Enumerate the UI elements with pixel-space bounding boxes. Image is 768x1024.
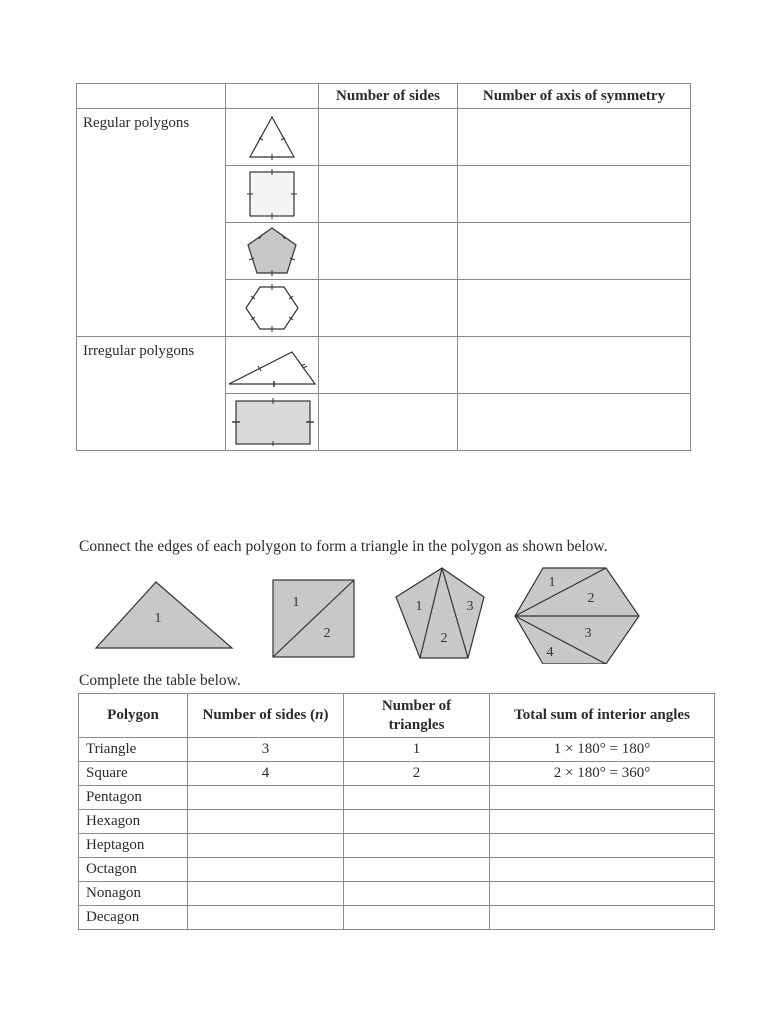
polygon-name-cell: Decagon xyxy=(79,906,188,930)
triangle-symmetry-cell[interactable] xyxy=(458,109,691,166)
table1-header-empty-2 xyxy=(226,84,319,109)
sum-cell[interactable] xyxy=(490,810,715,834)
triangle-dissection-figure xyxy=(96,582,232,648)
rectangle-cell xyxy=(226,394,319,451)
header-sides-suffix: ) xyxy=(323,707,329,723)
square-sides-cell[interactable] xyxy=(319,166,458,223)
sides-cell[interactable] xyxy=(188,858,344,882)
pentagon-cell xyxy=(226,223,319,280)
triangles-cell[interactable]: 1 xyxy=(344,738,490,762)
header-sides-prefix: Number of sides ( xyxy=(202,707,316,723)
square-label-2: 2 xyxy=(323,626,331,641)
pentagon-icon xyxy=(242,225,302,277)
table-row xyxy=(79,786,715,810)
polygon-name-cell: Triangle xyxy=(79,738,188,762)
hexagon-label-3: 3 xyxy=(584,626,592,641)
sides-cell[interactable]: 4 xyxy=(188,762,344,786)
pentagon-label-1: 1 xyxy=(415,599,423,614)
pentagon-label-2: 2 xyxy=(440,631,448,646)
square-cell xyxy=(226,166,319,223)
rectangle-symmetry-cell[interactable] xyxy=(458,394,691,451)
connect-instruction: Connect the edges of each polygon to form a triangle in the polygon as shown below. xyxy=(79,538,608,555)
interior-angles-table xyxy=(78,693,715,930)
pentagon-sides-cell[interactable] xyxy=(319,223,458,280)
header-sides-variable: n xyxy=(315,707,324,723)
table1-header-sides: Number of sides xyxy=(319,84,458,109)
square-icon xyxy=(242,169,302,219)
obtuse-triangle-symmetry-cell[interactable] xyxy=(458,337,691,394)
hexagon-sides-cell[interactable] xyxy=(319,280,458,337)
sum-cell[interactable] xyxy=(490,834,715,858)
table1-row xyxy=(77,109,691,166)
table-row xyxy=(79,858,715,882)
hexagon-label-2: 2 xyxy=(587,591,595,606)
pentagon-symmetry-cell[interactable] xyxy=(458,223,691,280)
triangles-cell[interactable] xyxy=(344,834,490,858)
square-label-1: 1 xyxy=(292,595,300,610)
table-row xyxy=(79,762,715,786)
hexagon-symmetry-cell[interactable] xyxy=(458,280,691,337)
triangles-cell[interactable]: 2 xyxy=(344,762,490,786)
equilateral-triangle-cell xyxy=(226,109,319,166)
polygon-symmetry-table xyxy=(76,83,691,451)
pentagon-dissection-figure xyxy=(396,568,484,658)
table1-header-row xyxy=(77,84,691,109)
square-symmetry-cell[interactable] xyxy=(458,166,691,223)
table-row xyxy=(79,738,715,762)
triangles-cell[interactable] xyxy=(344,858,490,882)
sum-cell[interactable]: 1 × 180° = 180° xyxy=(490,738,715,762)
sides-cell[interactable] xyxy=(188,834,344,858)
header-number-of-sides xyxy=(188,694,344,738)
sides-cell[interactable] xyxy=(188,882,344,906)
sides-cell[interactable] xyxy=(188,810,344,834)
table-row xyxy=(79,882,715,906)
rectangle-sides-cell[interactable] xyxy=(319,394,458,451)
polygon-name-cell: Pentagon xyxy=(79,786,188,810)
header-triangles-line2: triangles xyxy=(388,716,445,733)
polygon-name-cell: Heptagon xyxy=(79,834,188,858)
table-row xyxy=(79,834,715,858)
header-number-of-triangles xyxy=(344,694,490,738)
rectangle-icon xyxy=(230,398,314,446)
sum-cell[interactable] xyxy=(490,786,715,810)
sides-cell[interactable]: 3 xyxy=(188,738,344,762)
hexagon-label-4: 4 xyxy=(546,645,554,660)
table1-header-empty-1 xyxy=(77,84,226,109)
square-dissection-figure xyxy=(273,580,354,657)
hexagon-label-1: 1 xyxy=(548,575,556,590)
obtuse-triangle-sides-cell[interactable] xyxy=(319,337,458,394)
hexagon-icon xyxy=(240,283,304,333)
polygon-name-cell: Octagon xyxy=(79,858,188,882)
sides-cell[interactable] xyxy=(188,786,344,810)
sum-cell[interactable] xyxy=(490,906,715,930)
obtuse-triangle-cell xyxy=(226,337,319,394)
complete-table-instruction: Complete the table below. xyxy=(79,672,241,689)
table1-row xyxy=(77,337,691,394)
triangles-cell[interactable] xyxy=(344,786,490,810)
sum-cell[interactable] xyxy=(490,858,715,882)
polygon-name-cell: Square xyxy=(79,762,188,786)
table-row xyxy=(79,810,715,834)
polygon-name-cell: Hexagon xyxy=(79,810,188,834)
table-row xyxy=(79,906,715,930)
irregular-polygons-label: Irregular polygons xyxy=(77,337,226,451)
sum-cell[interactable]: 2 × 180° = 360° xyxy=(490,762,715,786)
polygon-name-cell: Nonagon xyxy=(79,882,188,906)
header-triangles-line1: Number of xyxy=(381,697,452,714)
triangle-label-1: 1 xyxy=(154,611,162,626)
obtuse-triangle-icon xyxy=(226,342,318,388)
hexagon-dissection-figure xyxy=(515,568,639,664)
header-polygon: Polygon xyxy=(79,694,188,738)
pentagon-label-3: 3 xyxy=(466,599,474,614)
regular-polygons-label: Regular polygons xyxy=(77,109,226,337)
triangle-sides-cell[interactable] xyxy=(319,109,458,166)
sum-cell[interactable] xyxy=(490,882,715,906)
polygon-dissection-figures xyxy=(90,564,650,664)
sides-cell[interactable] xyxy=(188,906,344,930)
header-total-sum: Total sum of interior angles xyxy=(490,694,715,738)
table2-header-row xyxy=(79,694,715,738)
equilateral-triangle-icon xyxy=(242,112,302,162)
table1-header-symmetry: Number of axis of symmetry xyxy=(458,84,691,109)
triangles-cell[interactable] xyxy=(344,906,490,930)
triangles-cell[interactable] xyxy=(344,810,490,834)
triangles-cell[interactable] xyxy=(344,882,490,906)
hexagon-cell xyxy=(226,280,319,337)
